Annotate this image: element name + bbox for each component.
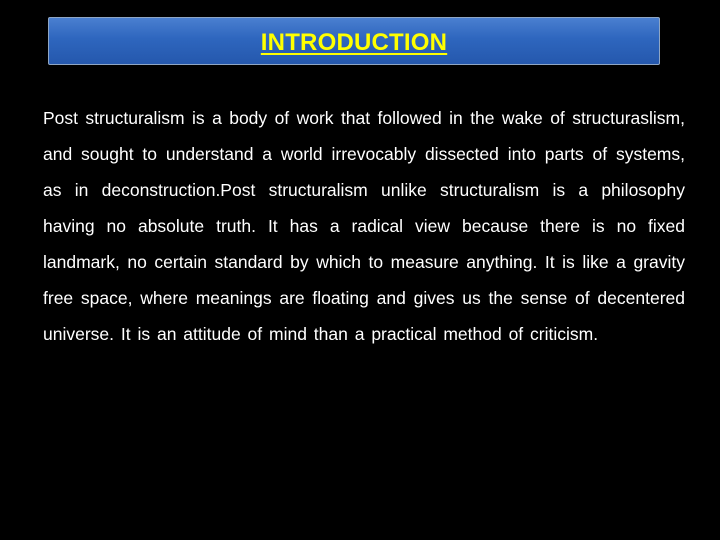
title-bar [48, 17, 660, 65]
body-paragraph: Post structuralism is a body of work that followed in the wake of structuraslism, and sought to understand a world irrevocably dissected into parts of systems, as in deconstruction.Post structuralism unlike structuralism is a philosophy having no absolute truth. It has a radical view because there is no fixed landmark, no certain standard by which to measure anything. It is like a gravity free space, where meanings are floating and gives us the sense of decentered universe. It is an attitude of mind than a practical method of criticism. [43, 108, 685, 344]
slide-title: INTRODUCTION [260, 28, 448, 56]
